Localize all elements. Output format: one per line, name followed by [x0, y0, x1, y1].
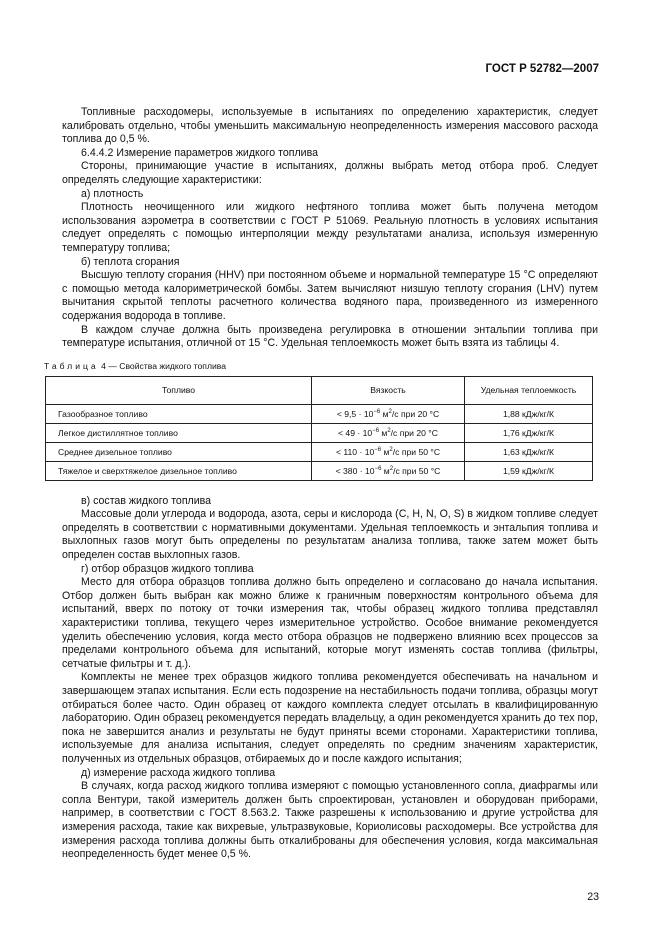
list-item-heading: а) плотность: [81, 187, 144, 200]
paragraph: В случаях, когда расход жидкого топлива измеряют с помощью установленного сопла, диафрагмы или сопла Вентури, такой измеритель должен быть спроектирован, установлен и оборудован приборами, например, в соответствии с ГОСТ 8.563.2. Также разрешены к использованию и другие устройства для измерения расхода, такие как вихревые, ультразвуковые, Кориолисовы расходомеры. Все устройства для измерения расхода топлива должны быть откалиброваны для обеспечения условия, когда максимальная неопределенность будет менее 0,5 %.: [62, 780, 598, 861]
cell-viscosity: < $49 \cdot 10^{-6}$ $м^2/с$ при 20 °С: [312, 423, 465, 442]
table-wrapper: [45, 376, 599, 481]
paragraph: Комплекты не менее трех образцов жидкого топлива рекомендуется обеспечивать на начальном и завершающем этапах испытания. Если есть подозрение на нестабильность подачи топлива, образцы могут отбираться более часто. Один образец от каждого комплекта следует отсылать в квалифицированную лабораторию. Один образец рекомендуется передать владельцу, а один рекомендуется хранить до тех пор, пока не завершится анализ и результаты не будут приняты всеми сторонами. Характеристики топлива, используемые для анализа испытания, следует определять по средним значениям характеристик, полученных из отдельных образцов, отбираемых до и после каждого испытания;: [62, 671, 598, 765]
paragraph: Стороны, принимающие участие в испытаниях, должны выбрать метод отбора проб. Следует определять следующие характеристики:: [62, 160, 598, 186]
paragraph: Высшую теплоту сгорания (HHV) при постоянном объеме и нормальной температуре 15 °С определяют с помощью метода калориметрической бомбы. Затем вычисляют низшую теплоту сгорания (LHV) путем вычитания скрытой теплоты расчетного количества водяного пара, произведенного из измеренного содержания водорода в топливе.: [62, 269, 598, 322]
table-row: [46, 442, 593, 461]
section-heading: 6.4.4.2 Измерение параметров жидкого топлива: [81, 146, 318, 159]
table-caption: [44, 361, 599, 372]
column-header-heat-capacity: Удельная теплоемкость: [465, 376, 593, 404]
cell-fuel: Легкое дистиллятное топливо: [46, 423, 312, 442]
paragraph: Массовые доли углерода и водорода, азота, серы и кислорода (C, H, N, O, S) в жидком топливе следует определять в соответствии с нормативными документами. Удельная теплоемкость и энтальпия топлива и выхлопных газов могут быть определены по результатам анализа топлива, также затем может быть определен состав выхлопных газов.: [62, 508, 598, 562]
list-item-heading: г) отбор образцов жидкого топлива: [81, 562, 254, 575]
table-row: [46, 461, 593, 480]
page-number: 23: [587, 890, 599, 903]
document-id-header: ГОСТ Р 52782—2007: [485, 63, 599, 75]
table-row: [46, 404, 593, 423]
paragraph: В каждом случае должна быть произведена регулировка в отношении энтальпии топлива при температуре испытания, отличной от 15 °С. Удельная теплоемкость может быть взята из таблицы 4.: [62, 323, 598, 350]
list-item-heading: б) теплота сгорания: [81, 255, 180, 268]
top-text-block: [62, 106, 598, 351]
cell-fuel: Газообразное топливо: [46, 404, 312, 423]
column-header-fuel: Топливо: [46, 376, 312, 404]
list-item-heading: в) состав жидкого топлива: [81, 494, 212, 507]
cell-fuel: Среднее дизельное топливо: [46, 442, 312, 461]
table-header-row: [46, 376, 593, 404]
cell-heat-capacity: 1,88 кДж/кг/К: [465, 404, 593, 423]
column-header-viscosity: Вязкость: [312, 376, 465, 404]
paragraph: Топливные расходомеры, используемые в испытаниях по определению характеристик, следует калибровать отдельно, чтобы уменьшить максимальную неопределенность измерения массового расхода топлива до 0,5 %.: [62, 106, 598, 146]
table-caption-title: 4 — Свойства жидкого топлива: [101, 360, 227, 371]
cell-heat-capacity: 1,76 кДж/кг/К: [465, 423, 593, 442]
cell-viscosity: < $9,5 \cdot 10^{-6}$ $м^2/с$ при 20 °С: [312, 404, 465, 423]
cell-heat-capacity: 1,59 кДж/кг/К: [465, 461, 593, 480]
cell-fuel: Тяжелое и сверхтяжелое дизельное топливо: [46, 461, 312, 480]
cell-viscosity: < $110 \cdot 10^{-6}$ $м^2/с$ при 50 °С: [312, 442, 465, 461]
list-item-heading: д) измерение расхода жидкого топлива: [81, 766, 276, 779]
paragraph: Место для отбора образцов топлива должно быть определено и согласовано до начала испытания. Отбор должен быть выбран как можно ближе к граничным поверхностям контрольного объема для испытаний, вверх по потоку от точки измерения так, чтобы образец жидкого топлива представлял характеристики топлива, текущего через измерительное устройство. Особое внимание рекомендуется уделить обеспечению условия, когда место отбора образцов не подвержено влиянию всех процессов за пределами контрольного объема для испытаний, которые могут изменять состав топлива (фильтры, сетчатые фильтры и т. д.).: [62, 576, 598, 670]
fuel-properties-table: [45, 376, 593, 481]
cell-viscosity: < $380 \cdot 10^{-6}$ $м^2/с$ при 50 °С: [312, 461, 465, 480]
paragraph: Плотность неочищенного или жидкого нефтяного топлива может быть получена методом использования аэрометра в соответствии с ГОСТ Р 51069. Реальную плотность в условиях испытания следует определять с помощью интерполяции между результатами анализа, используя измеренную температуру топлива;: [62, 201, 598, 254]
table-caption-prefix: Таблица: [44, 360, 99, 371]
table-row: [46, 423, 593, 442]
cell-heat-capacity: 1,63 кДж/кг/К: [465, 442, 593, 461]
bottom-text-block: [62, 495, 598, 862]
